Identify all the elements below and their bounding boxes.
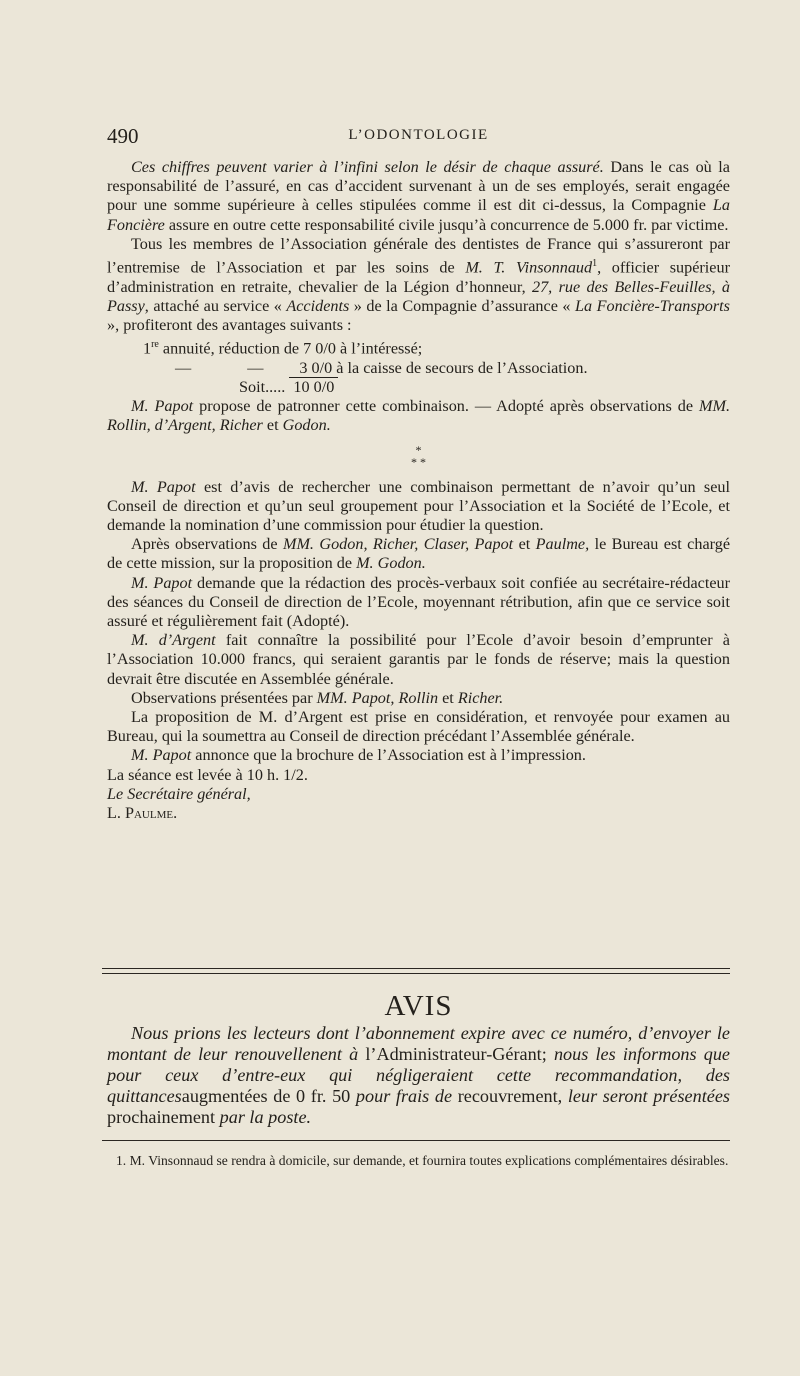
footnote-1: 1. M. Vinsonnaud se rendra à domicile, sur demande, et fournira toutes explications complémentaires désirables.	[116, 1153, 729, 1168]
speaker-name: M. Papot	[131, 746, 192, 765]
speaker-name: M. Papot	[131, 477, 196, 496]
paragraph-6	[107, 574, 730, 632]
service-name: Accidents	[286, 296, 350, 315]
avis-italic-1: Nous prions les lecteurs dont l’abonnement expire avec ce numéro, d’envoyer le montant de leur renouvellenent à	[107, 1023, 730, 1064]
signature-name	[107, 804, 730, 823]
speaker-name: M. Papot	[131, 397, 194, 416]
paragraph-1-text-a: Dans le cas où la responsabilité de l’assuré, en cas d’accident survenant à un de ses employés, serait engagée pour une somme supérieure à celles stipulées comme il est dit ci-dessus, la Compagnie	[107, 158, 730, 215]
name-richer: Richer.	[457, 688, 504, 707]
paragraph-7	[107, 631, 730, 689]
name-godon: M. Godon.	[356, 554, 426, 573]
paragraph-1	[107, 158, 730, 235]
annuity-text: annuité, réduction de 7 0/0 à l’intéressé;	[158, 339, 423, 358]
footnote	[107, 1153, 730, 1170]
paragraph-10	[107, 746, 730, 765]
paragraph-5-text-b: le Bureau est chargé de cette mission, sur la proposition de	[107, 535, 731, 573]
asterism-bottom: * *	[411, 454, 426, 469]
paragraph-1-text-b: assure en outre cette responsabilité civile jusqu’à concurrence de 5.000 fr. par victime.	[164, 215, 729, 234]
signature-title	[107, 785, 730, 804]
names-list: MM. Rollin, d’Argent, Richer	[107, 397, 731, 435]
name-godon: Godon.	[282, 416, 331, 435]
footnote-ref: 1	[592, 258, 598, 270]
secretary-name: L. Paulme.	[107, 804, 178, 823]
annuity-ordinal: 1	[143, 339, 152, 358]
caisse-line	[107, 359, 730, 378]
paragraph-2-text-d: » de la Compagnie d’assurance «	[349, 296, 575, 315]
paragraph-2-text-a: Tous les membres de l’Association générale des dentistes de France qui s’assureront par l’entremise de l’Association et par les soins de	[107, 234, 730, 277]
paragraph-9: La proposition de M. d’Argent est prise en considération, et renvoyée pour examen au Bureau, qui la soumettra au Conseil de direction précédant l’Assemblée générale.	[107, 708, 730, 746]
avis-title: AVIS	[384, 990, 453, 1022]
page-header	[107, 124, 730, 150]
paragraph-5-text-a: Après observations de	[131, 535, 283, 554]
name-paulme: Paulme,	[535, 535, 590, 554]
avis-italic-3: pour frais de	[355, 1086, 453, 1106]
paragraph-11: La séance est levée à 10 h. 1/2.	[107, 765, 308, 784]
footnote-rule	[102, 1140, 730, 1141]
section-rule-top	[102, 968, 730, 969]
body-text	[107, 158, 730, 823]
paragraph-6-text: demande que la rédaction des procès-verbaux soit confiée au secrétaire-rédacteur des séances du Conseil de direction de l’Ecole, moyennant rétribution, afin que ce service soit assuré et régulièrement fait (Adopté).	[107, 573, 730, 631]
asterism-top: *	[415, 442, 422, 457]
paragraph-3	[107, 397, 730, 435]
avis-italic-4: leur seront présentées	[567, 1086, 731, 1106]
speaker-name: M. d’Argent	[131, 631, 216, 650]
total-label: Soit.....	[239, 378, 286, 397]
total-line	[107, 378, 730, 397]
avis-roman-3: recouvrement,	[452, 1086, 568, 1106]
annuity-ordinal-sup: re	[151, 339, 159, 351]
paragraph-2-text-c: , attaché au service «	[144, 296, 287, 315]
paragraph-2	[107, 235, 730, 335]
paragraph-8-text: Observations présentées par	[131, 688, 317, 707]
speaker-name: M. Papot	[131, 573, 193, 592]
avis-roman-2: augmentées de 0 fr. 50	[181, 1086, 356, 1106]
avis-roman-1: l’Administrateur-Gérant;	[358, 1044, 554, 1064]
names-list: MM. Papot, Rollin	[316, 688, 439, 707]
paragraph-7-text: fait connaître la possibilité pour l’Ecole d’avoir besoin d’emprunter à l’Association 10.000 francs, qui seraient garantis par le fonds de réserve; mais la question devrait être discutée en Assemblée générale.	[107, 631, 730, 688]
paragraph-4	[107, 478, 730, 536]
insurance-company: La Foncière-Transports	[574, 296, 730, 315]
conjunction: et	[262, 416, 283, 435]
paragraph-10-text: annonce que la brochure de l’Association est à l’impression.	[191, 746, 586, 765]
total-value: 10 0/0	[289, 377, 338, 396]
avis-italic-5: par la poste.	[219, 1107, 312, 1127]
page-number: 490	[107, 124, 139, 148]
paragraph-8	[107, 689, 730, 708]
address: 27, rue des Belles-Feuilles, à Passy	[107, 277, 730, 315]
paragraph-1-italic: Ces chiffres peuvent varier à l’infini selon le désir de chaque assuré.	[131, 158, 604, 176]
dash-1: —	[175, 358, 192, 377]
conjunction: et	[513, 535, 536, 554]
secretary-title: Le Secrétaire général,	[107, 784, 251, 803]
dash-2: —	[247, 358, 264, 377]
annuity-line	[107, 335, 730, 359]
paragraph-2-text-e: », profiteront des avantages suivants :	[107, 316, 352, 335]
conjunction: et	[438, 688, 458, 707]
caisse-text: 3 0/0 à la caisse de secours de l’Association.	[299, 358, 588, 377]
names-list: MM. Godon, Richer, Claser, Papot	[282, 535, 514, 554]
running-title: L’ODONTOLOGIE	[348, 127, 489, 143]
agent-name: M. T. Vinsonnaud	[465, 258, 593, 277]
avis-text	[107, 1023, 730, 1128]
paragraph-2-text-b: , officier supérieur d’administration en retraite, chevalier de la Légion d’honneur,	[107, 258, 730, 296]
company-name: La Foncière	[107, 196, 730, 234]
asterism	[107, 444, 730, 468]
section-rule-bottom	[102, 973, 730, 974]
avis-italic-2: nous les informons que pour ceux d’entre-eux qui négligeraient cette recommandation, des quittances	[107, 1044, 731, 1106]
paragraph-3-text: propose de patronner cette combinaison. — Adopté après observations de	[193, 397, 699, 416]
paragraph-5	[107, 535, 730, 573]
paragraph-4-text: est d’avis de rechercher une combinaison permettant de n’avoir qu’un seul Conseil de direction et qu’un seul groupement pour l’Association et la Société de l’Ecole, et demande la nomination d’une commission pour étudier la question.	[107, 477, 730, 535]
avis-roman-4: prochainement	[107, 1107, 220, 1127]
